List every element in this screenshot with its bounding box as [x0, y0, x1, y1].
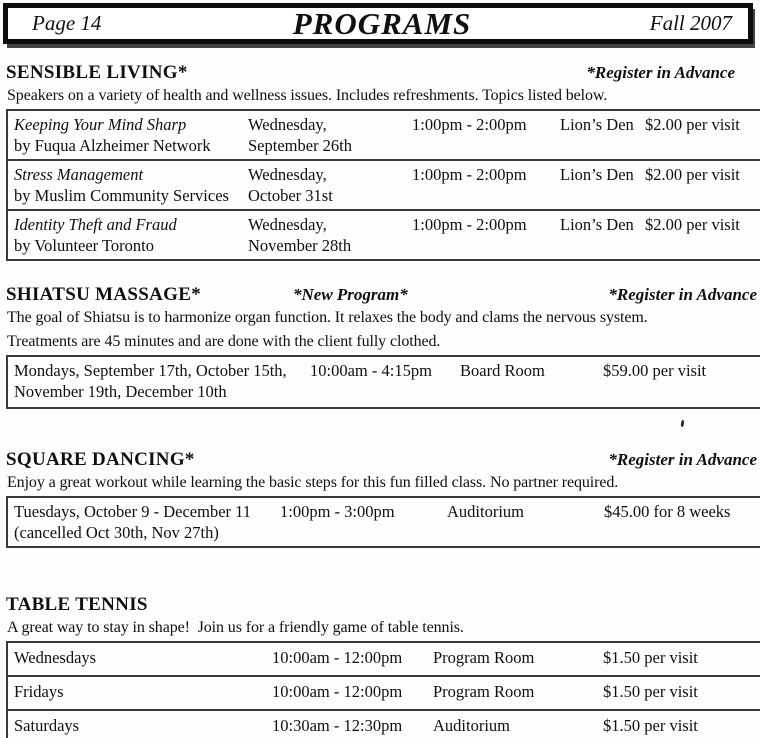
price-cell: $2.00 per visit — [645, 165, 740, 184]
table-row — [8, 711, 760, 738]
table-row — [8, 161, 760, 211]
price-cell: $2.00 per visit — [645, 215, 740, 234]
table-row — [8, 357, 760, 409]
time-cell: 1:00pm - 3:00pm — [280, 502, 395, 521]
section-heading — [6, 449, 760, 471]
date-cell: Wednesday, October 31st — [248, 165, 333, 205]
table-row — [8, 643, 760, 677]
section-title: SQUARE DANCING* — [6, 449, 195, 470]
section-shiatsu-massage — [6, 284, 760, 409]
section-sensible-living — [6, 62, 760, 261]
program-name: Identity Theft and Fraud — [14, 215, 177, 234]
date-cell: Mondays, September 17th, October 15th, November 19th, December 10th — [14, 361, 287, 401]
section-description-line1: The goal of Shiatsu is to harmonize organ function. It relaxes the body and clams the nervous system. — [7, 309, 648, 326]
section-description: Enjoy a great workout while learning the basic steps for this fun filled class. No partner required. — [7, 474, 619, 491]
schedule-table — [6, 355, 760, 409]
section-heading — [6, 62, 760, 84]
time-cell: 10:00am - 12:00pm — [272, 648, 403, 667]
date-cell: Wednesday, September 26th — [248, 115, 353, 155]
section-title: SHIATSU MASSAGE* — [6, 284, 202, 305]
date-cell: Tuesdays, October 9 - December 11 (cancelled Oct 30th, Nov 27th) — [14, 502, 252, 542]
section-square-dancing — [6, 449, 760, 548]
section-heading — [6, 594, 760, 616]
schedule-table — [6, 641, 760, 738]
program-cell — [14, 164, 248, 206]
section-title: TABLE TENNIS — [6, 594, 148, 615]
price-cell: $59.00 per visit — [603, 361, 707, 380]
register-note: *Register in Advance — [608, 450, 757, 469]
section-heading — [6, 284, 760, 306]
time-cell: 10:00am - 12:00pm — [272, 682, 403, 701]
masthead — [3, 3, 753, 44]
table-row — [8, 498, 760, 548]
register-note: *Register in Advance — [608, 285, 757, 304]
location-cell: Lion’s Den — [560, 115, 634, 134]
price-cell: $1.50 per visit — [603, 648, 698, 667]
program-name: Stress Management — [14, 165, 144, 184]
location-cell: Lion’s Den — [560, 165, 634, 184]
table-row — [8, 111, 760, 161]
price-cell: $2.00 per visit — [645, 115, 740, 134]
location-cell: Auditorium — [433, 716, 510, 735]
scan-speck — [681, 420, 685, 427]
table-row — [8, 677, 760, 711]
section-title: SENSIBLE LIVING* — [6, 62, 188, 83]
issue-label: Fall 2007 — [649, 11, 732, 35]
time-cell: 10:30am - 12:30pm — [272, 716, 403, 735]
program-cell — [14, 114, 248, 156]
location-cell: Auditorium — [447, 502, 524, 521]
location-cell: Lion’s Den — [560, 215, 634, 234]
program-presenter: by Muslim Community Services — [14, 186, 229, 205]
location-cell: Program Room — [433, 648, 535, 667]
program-name: Keeping Your Mind Sharp — [14, 115, 187, 134]
price-cell: $1.50 per visit — [603, 716, 698, 735]
time-cell: 10:00am - 4:15pm — [310, 361, 432, 380]
program-badge: *New Program* — [293, 285, 408, 304]
day-cell: Wednesdays — [14, 648, 97, 667]
schedule-table — [6, 496, 760, 548]
time-cell: 1:00pm - 2:00pm — [412, 215, 527, 234]
section-description-line2: Treatments are 45 minutes and are done with the client fully clothed. — [7, 333, 441, 350]
table-row — [8, 211, 760, 261]
section-description: A great way to stay in shape! Join us for a friendly game of table tennis. — [7, 619, 464, 636]
page-title: PROGRAMS — [292, 5, 472, 41]
date-cell: Wednesday, November 28th — [248, 215, 352, 255]
program-cell — [14, 214, 248, 256]
time-cell: 1:00pm - 2:00pm — [412, 165, 527, 184]
section-description: Speakers on a variety of health and wellness issues. Includes refreshments. Topics listed below. — [7, 87, 608, 104]
day-cell: Saturdays — [14, 716, 80, 735]
time-cell: 1:00pm - 2:00pm — [412, 115, 527, 134]
program-presenter: by Volunteer Toronto — [14, 236, 155, 255]
schedule-table — [6, 109, 760, 261]
price-cell: $1.50 per visit — [603, 682, 698, 701]
section-table-tennis — [6, 594, 760, 738]
location-cell: Board Room — [460, 361, 545, 380]
price-cell: $45.00 for 8 weeks — [604, 502, 731, 521]
location-cell: Program Room — [433, 682, 535, 701]
program-presenter: by Fuqua Alzheimer Network — [14, 136, 211, 155]
register-note: *Register in Advance — [586, 63, 735, 82]
day-cell: Fridays — [14, 682, 64, 701]
page-number: Page 14 — [32, 11, 102, 35]
